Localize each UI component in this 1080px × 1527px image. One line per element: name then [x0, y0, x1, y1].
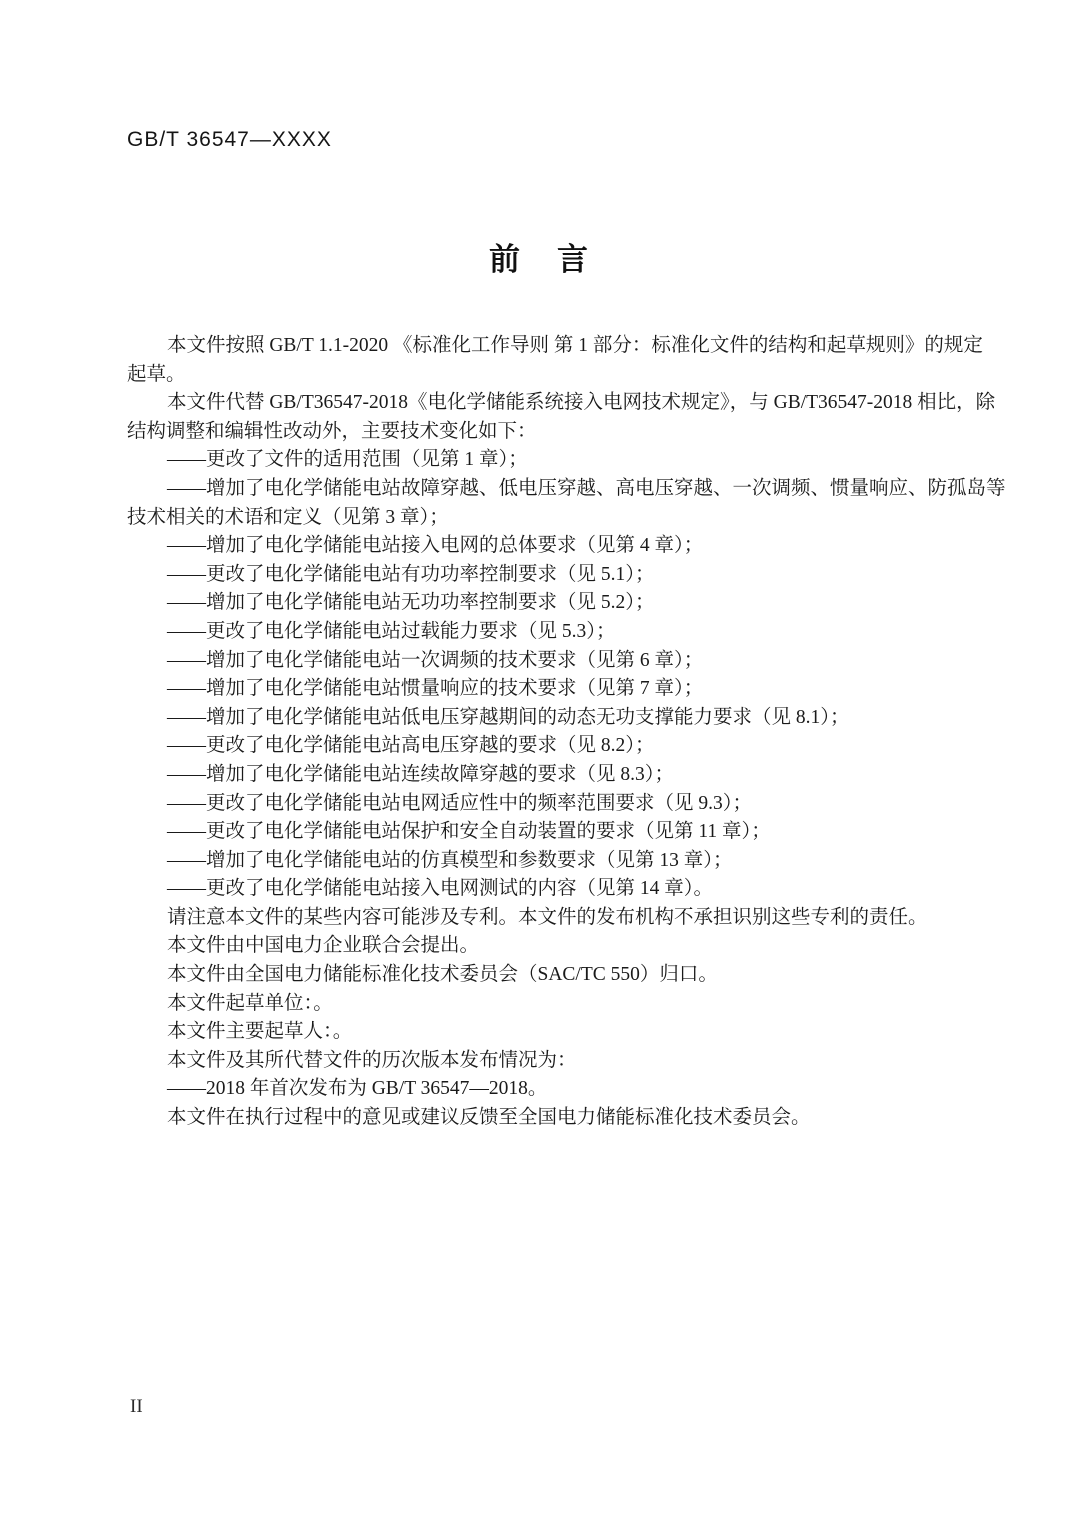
standard-code-header: GB/T 36547—XXXX [127, 128, 332, 151]
text-line: ——增加了电化学储能电站无功功率控制要求（见 5.2）； [166, 592, 655, 614]
text-line: ——更改了电化学储能电站高电压穿越的要求（见 8.2）； [166, 735, 655, 757]
text-line: 本文件由全国电力储能标准化技术委员会（SAC/TC 550）归口。 [166, 964, 718, 986]
text-line: 本文件及其所代替文件的历次版本发布情况为： [166, 1049, 577, 1071]
text-line: 请注意本文件的某些内容可能涉及专利。本文件的发布机构不承担识别这些专利的责任。 [166, 906, 928, 928]
text-line: 本文件由中国电力企业联合会提出。 [166, 935, 479, 957]
text-line: ——增加了电化学储能电站接入电网的总体要求（见第 4 章）； [166, 535, 704, 557]
text-line: ——增加了电化学储能电站的仿真模型和参数要求（见第 13 章）； [166, 849, 733, 871]
text-line: 本文件起草单位：。 [166, 992, 333, 1014]
text-line: 技术相关的术语和定义（见第 3 章）； [127, 506, 449, 528]
text-line: ——增加了电化学储能电站低电压穿越期间的动态无功支撑能力要求（见 8.1）； [166, 706, 850, 728]
text-line: 本文件代替 GB/T36547-2018《电化学储能系统接入电网技术规定》，与 GB/T36547-2018 相比，除 [166, 392, 996, 414]
text-line: ——增加了电化学储能电站故障穿越、低电压穿越、高电压穿越、一次调频、惯量响应、防孤岛等 [166, 477, 1006, 499]
text-line: ——更改了电化学储能电站接入电网测试的内容（见第 14 章）。 [166, 878, 713, 900]
text-line: ——更改了电化学储能电站过载能力要求（见 5.3）； [166, 620, 616, 642]
text-line: ——增加了电化学储能电站连续故障穿越的要求（见 8.3）； [166, 763, 674, 785]
text-line: 本文件在执行过程中的意见或建议反馈至全国电力储能标准化技术委员会。 [166, 1107, 811, 1129]
document-body [127, 332, 1006, 1133]
text-line: 本文件按照 GB/T 1.1-2020 《标准化工作导则 第 1 部分：标准化文件的结构和起草规则》的规定 [166, 335, 983, 356]
text-line: ——更改了电化学储能电站保护和安全自动装置的要求（见第 11 章）； [166, 821, 771, 843]
page-number: II [130, 1396, 143, 1417]
text-line: ——增加了电化学储能电站惯量响应的技术要求（见第 7 章）； [166, 678, 704, 700]
text-line: 本文件主要起草人：。 [166, 1021, 353, 1043]
text-line: 结构调整和编辑性改动外，主要技术变化如下： [127, 420, 537, 442]
text-line: ——更改了电化学储能电站电网适应性中的频率范围要求（见 9.3）； [166, 792, 752, 814]
text-line: ——更改了电化学储能电站有功功率控制要求（见 5.1）； [166, 563, 655, 585]
page-title: 前 言 [489, 242, 591, 277]
text-line: 起草。 [127, 363, 186, 385]
text-line: ——增加了电化学储能电站一次调频的技术要求（见第 6 章）； [166, 649, 704, 671]
text-line: ——2018 年首次发布为 GB/T 36547—2018。 [166, 1078, 548, 1100]
text-line: ——更改了文件的适用范围（见第 1 章）； [166, 449, 528, 471]
